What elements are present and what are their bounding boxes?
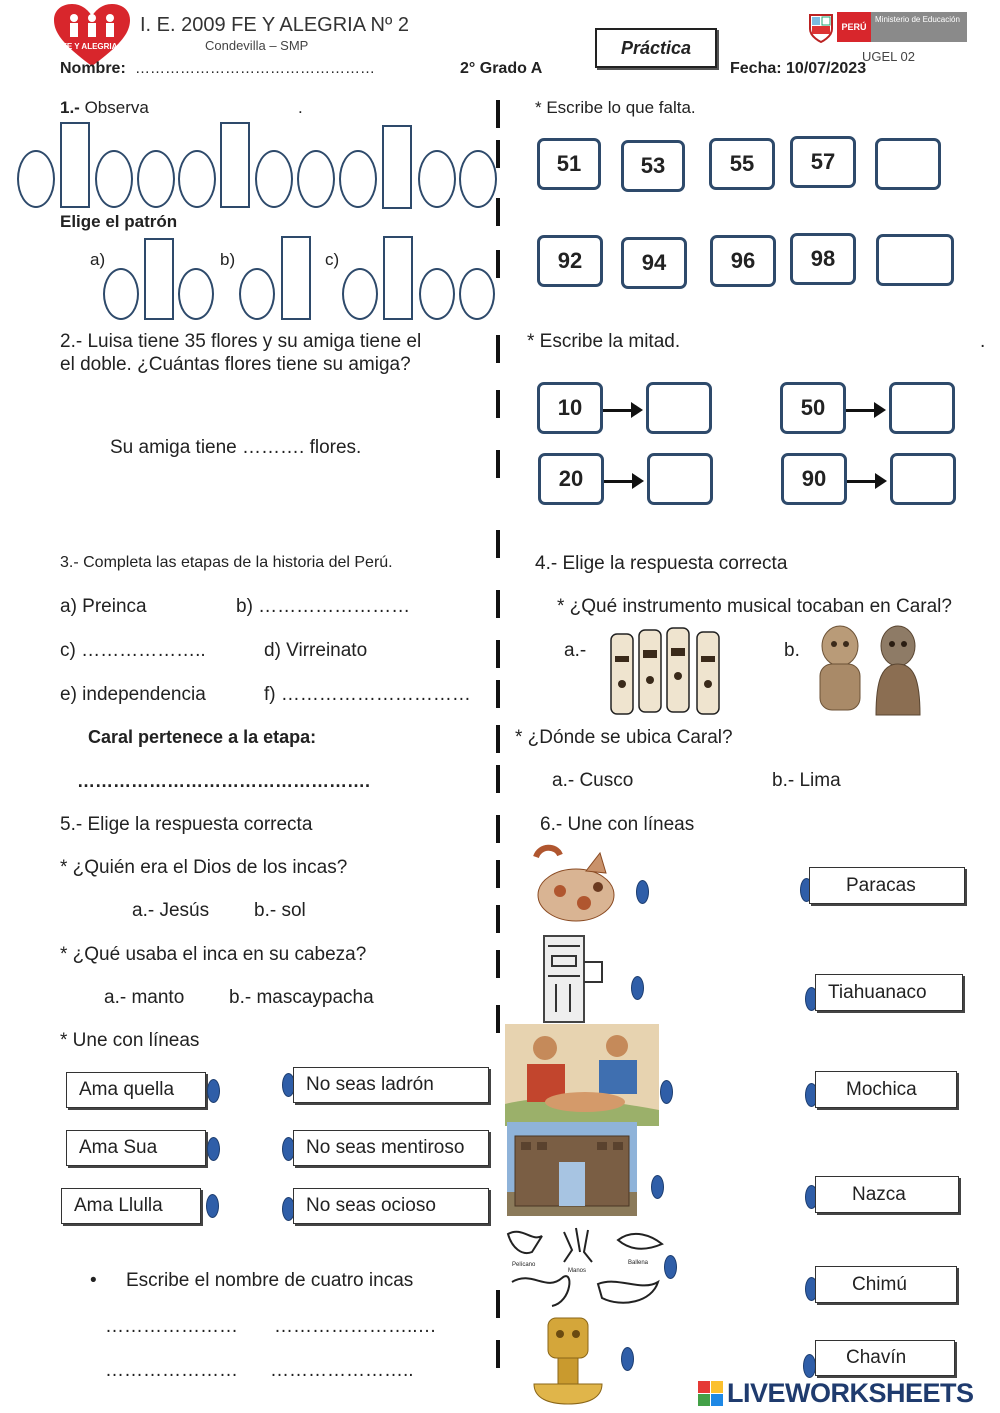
column-divider [496, 335, 500, 363]
column-divider [496, 250, 500, 278]
pattern-rectangle [220, 122, 250, 208]
q2-answer-line[interactable]: Su amiga tiene ………. flores. [110, 437, 362, 458]
caral-question: Caral pertenece a la etapa: [88, 727, 317, 747]
name-line: ………………………………………… [135, 60, 375, 77]
match-dot[interactable] [621, 1347, 634, 1371]
half-period: . [980, 331, 986, 352]
q1-number: 1.- [60, 98, 80, 117]
school-logo [52, 4, 132, 68]
culture-item: Tiahuanaco [815, 974, 963, 1011]
half-number: 90 [781, 453, 847, 505]
seq1-answer-input[interactable] [875, 138, 941, 190]
incas-instruction: Escribe el nombre de cuatro incas [126, 1270, 414, 1291]
q4-title: 4.- Elige la respuesta correcta [535, 553, 788, 574]
match-dot[interactable] [631, 976, 644, 1000]
inca-name-input[interactable]: ………………….. [270, 1360, 414, 1381]
half-answer-input[interactable] [647, 453, 713, 505]
pattern-title: Elige el patrón [60, 212, 178, 231]
match-left-item: Ama Llulla [61, 1188, 201, 1224]
chavin-surgery-image [505, 1024, 659, 1126]
nazca-label: Manos [568, 1268, 587, 1274]
column-divider [496, 450, 500, 478]
liveworksheets-text: LIVEWORKSHEETS [727, 1377, 974, 1408]
sun-gate-image [507, 1122, 637, 1216]
nazca-label: Pelícano [512, 1262, 536, 1268]
half-number: 20 [538, 453, 604, 505]
column-divider [496, 680, 500, 708]
stage-f-input[interactable]: f) ………………………… [264, 684, 471, 705]
culture-item: Mochica [815, 1071, 957, 1108]
pattern-rectangle [60, 122, 90, 208]
option-a-oval [178, 268, 214, 320]
half-answer-input[interactable] [890, 453, 956, 505]
ugel-label: UGEL 02 [862, 49, 915, 64]
bullet: • [90, 1270, 97, 1291]
inca-name-input[interactable]: ………………… [105, 1316, 238, 1337]
column-divider [496, 905, 500, 933]
match-dot[interactable] [207, 1079, 220, 1103]
stage-b-input[interactable]: b) …………………… [236, 596, 411, 617]
q1-period: . [298, 98, 303, 117]
logo-text: FE Y ALEGRIA [62, 42, 118, 51]
une-title: * Une con líneas [60, 1030, 200, 1051]
column-divider [496, 1290, 500, 1318]
arrow-icon [846, 409, 882, 412]
head-option-a[interactable]: a.- manto [104, 987, 185, 1008]
nazca-lines-image [502, 1222, 668, 1318]
pattern-oval [418, 150, 456, 208]
arrow-icon [847, 480, 883, 483]
half-answer-input[interactable] [646, 382, 712, 434]
match-dot[interactable] [660, 1080, 673, 1104]
nazca-label: Ballena [628, 1260, 649, 1266]
arrow-icon [603, 409, 639, 412]
seq2-number: 98 [790, 233, 856, 285]
match-left-item: Ama Sua [66, 1130, 206, 1166]
option-c-rectangle [383, 236, 413, 320]
seq2-number: 96 [710, 235, 776, 287]
caral-answer-input[interactable]: …………………………………………. [77, 771, 371, 791]
god-option-b[interactable]: b.- sol [254, 900, 306, 921]
inca-name-input[interactable]: …………………..… [274, 1316, 437, 1337]
stage-c-input[interactable]: c) ……………….. [60, 640, 206, 661]
pattern-oval [459, 150, 497, 208]
inca-name-input[interactable]: ………………… [105, 1360, 238, 1381]
culture-item: Nazca [815, 1176, 959, 1213]
column-divider [496, 725, 500, 753]
pattern-rectangle [382, 125, 412, 209]
practice-badge [595, 28, 717, 68]
q1-text: Observa [84, 98, 149, 117]
option-b-rectangle [281, 236, 311, 320]
culture-item: Chimú [815, 1266, 957, 1303]
q3-title: 3.- Completa las etapas de la historia del Perú. [60, 554, 393, 571]
stage-e: e) independencia [60, 684, 206, 705]
q2-line2: el doble. ¿Cuántas flores tiene su amiga? [60, 354, 411, 375]
tumi-knife-image [518, 1316, 618, 1406]
figurines-image[interactable] [808, 620, 930, 720]
match-dot[interactable] [664, 1255, 677, 1279]
pattern-oval [95, 150, 133, 208]
half-title: * Escribe la mitad. [527, 331, 681, 352]
option-c-label: c) [325, 250, 340, 269]
seq1-number: 51 [537, 138, 601, 190]
option-b-oval [239, 268, 275, 320]
seq2-number: 94 [621, 237, 687, 289]
column-divider [496, 140, 500, 168]
liveworksheets-logo [698, 1378, 974, 1408]
seq2-answer-input[interactable] [876, 234, 954, 286]
pattern-oval [137, 150, 175, 208]
ministry-name: Ministerio de Educación [871, 12, 967, 42]
match-right-item: No seas ocioso [293, 1188, 489, 1224]
column-divider [496, 860, 500, 888]
column-divider [496, 640, 500, 668]
instrument-option-a-label: a.- [564, 640, 587, 661]
option-a-label: a) [90, 250, 106, 269]
q5-title: 5.- Elige la respuesta correcta [60, 814, 313, 835]
pattern-oval [17, 150, 55, 208]
match-right-item: No seas ladrón [293, 1067, 489, 1103]
head-option-b[interactable]: b.- mascaypacha [229, 987, 374, 1008]
head-question: * ¿Qué usaba el inca en su cabeza? [60, 944, 367, 965]
name-label: Nombre: [60, 60, 126, 77]
column-divider [496, 765, 500, 793]
grade-label: 2° Grado A [460, 60, 543, 77]
god-option-a[interactable]: a.- Jesús [132, 900, 210, 921]
school-name: I. E. 2009 FE Y ALEGRIA Nº 2 [140, 14, 409, 36]
column-divider [496, 530, 500, 558]
stage-d: d) Virreinato [264, 640, 368, 661]
practice-label: Práctica [620, 37, 692, 58]
column-divider [496, 1005, 500, 1033]
pattern-oval [339, 150, 377, 208]
seq1-number: 53 [621, 140, 685, 192]
match-dot[interactable] [206, 1194, 219, 1218]
column-divider [496, 590, 500, 618]
culture-item: Chavín [815, 1340, 955, 1376]
half-answer-input[interactable] [889, 382, 955, 434]
culture-item: Paracas [809, 867, 965, 904]
peru-shield-icon [808, 13, 834, 43]
instrument-option-b-label: b. [784, 640, 800, 661]
liveworksheets-icon [698, 1381, 723, 1406]
option-c-oval [419, 268, 455, 320]
pattern-oval [255, 150, 293, 208]
god-question: * ¿Quién era el Dios de los incas? [60, 857, 348, 878]
arrow-icon [604, 480, 640, 483]
location-option-b[interactable]: b.- Lima [772, 770, 841, 791]
missing-title: * Escribe lo que falta. [535, 98, 696, 117]
column-divider [496, 950, 500, 978]
seq1-number: 55 [709, 138, 775, 190]
option-a-oval [103, 268, 139, 320]
column-divider [496, 100, 500, 128]
column-divider [496, 198, 500, 226]
match-dot[interactable] [651, 1175, 664, 1199]
q1-label [60, 98, 149, 118]
half-number: 10 [537, 382, 603, 434]
column-divider [496, 1340, 500, 1368]
option-c-oval [342, 268, 378, 320]
option-b-label: b) [220, 250, 236, 269]
match-right-item: No seas mentiroso [293, 1130, 489, 1166]
seq1-number: 57 [790, 136, 856, 188]
q6-title: 6.- Une con líneas [540, 814, 695, 835]
seq2-number: 92 [537, 235, 603, 287]
column-divider [496, 390, 500, 418]
location-option-a[interactable]: a.- Cusco [552, 770, 634, 791]
stage-a: a) Preinca [60, 596, 147, 617]
ministry-banner [837, 12, 967, 42]
date-label: Fecha: 10/07/2023 [730, 60, 867, 77]
match-left-item: Ama quella [66, 1072, 206, 1108]
pattern-oval [178, 150, 216, 208]
school-location: Condevilla – SMP [205, 38, 309, 53]
pattern-oval [297, 150, 335, 208]
option-c-oval [459, 268, 495, 320]
option-a-rectangle [144, 238, 174, 320]
match-dot[interactable] [207, 1137, 220, 1161]
tiahuanaco-figure-image [522, 932, 620, 1026]
location-question: * ¿Dónde se ubica Caral? [515, 727, 733, 748]
instrument-question: * ¿Qué instrumento musical tocaban en Caral? [557, 596, 952, 617]
q2-line1: 2.- Luisa tiene 35 flores y su amiga tiene el [60, 331, 422, 352]
flutes-image[interactable] [605, 626, 729, 718]
mochica-pot-image [526, 843, 622, 925]
ministry-peru: PERÚ [837, 12, 871, 42]
match-dot[interactable] [636, 880, 649, 904]
half-number: 50 [780, 382, 846, 434]
column-divider [496, 815, 500, 843]
